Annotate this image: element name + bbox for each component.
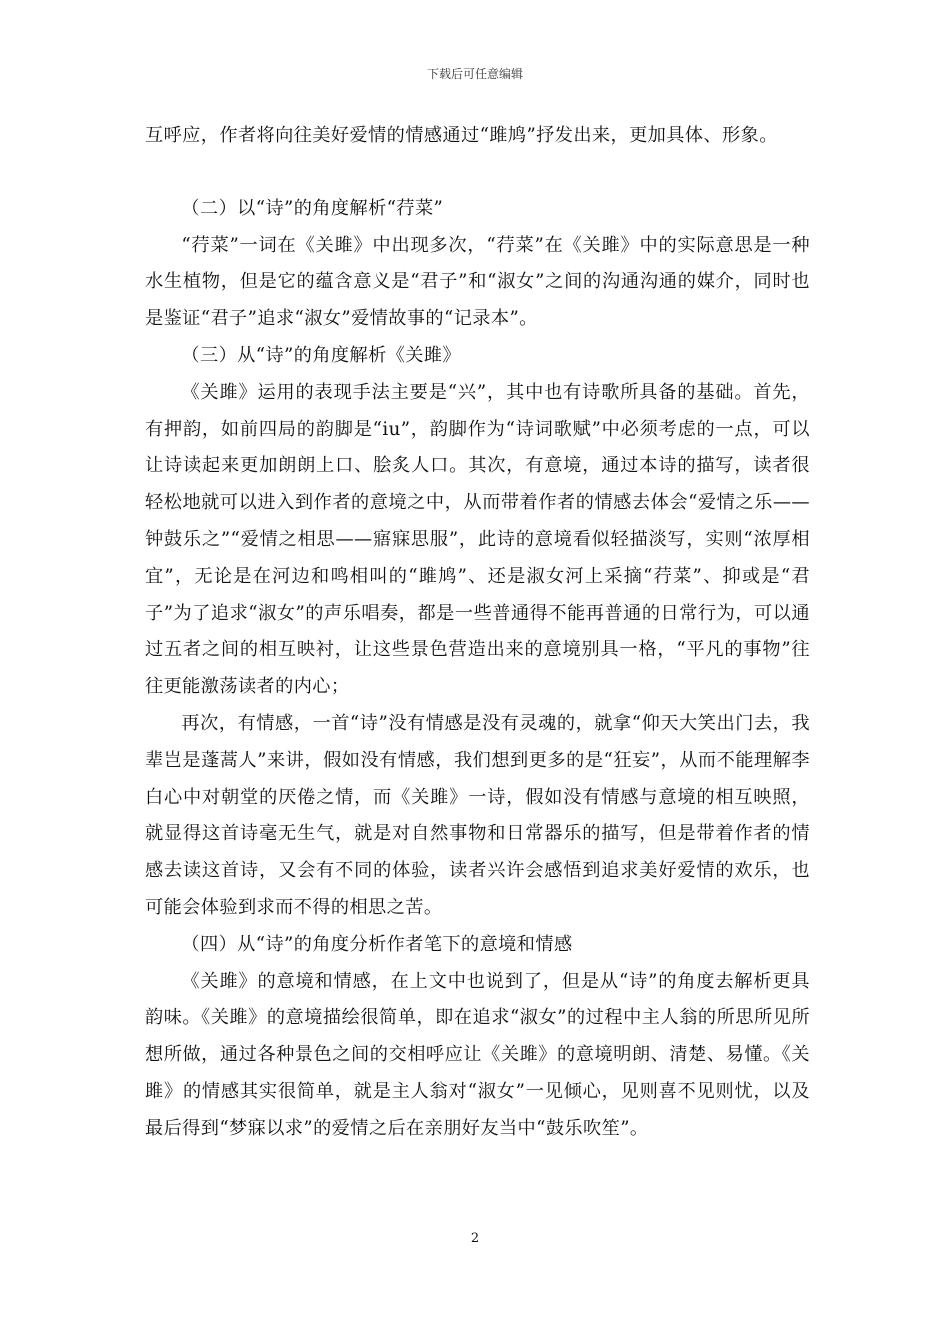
paragraph-emotion: 再次，有情感，一首“诗”没有情感是没有灵魂的，就拿“仰天大笑出门去，我辈岂是蓬蒿人”来讲，假如没有情感，我们想到更多的是“狂妄”，从而不能理解李白心中对朝堂的厌倦之情，而《关雎》一诗，假如没有情感与意境的相互映照，就显得这首诗毫无生气，就是对自然事物和日常器乐的描写，但是带着作者的情感去读这首诗，又会有不同的体验，读者兴许会感悟到追求美好爱情的欢乐，也可能会体验到求而不得的相思之苦。 xyxy=(145,712,810,918)
section-heading-2: （二）以“诗”的角度解析“荇菜” xyxy=(181,197,444,219)
page-header: 下载后可任意编辑 xyxy=(426,67,523,81)
page-number: 2 xyxy=(470,1231,480,1246)
paragraph-continuation: 互呼应，作者将向往美好爱情的情感通过“雎鸠”抒发出来，更加具体、形象。 xyxy=(145,125,778,146)
section-heading-4: （四）从“诗”的角度分析作者笔下的意境和情感 xyxy=(181,933,573,955)
paragraph-xingcai: “荇菜”一词在《关雎》中出现多次，“荇菜”在《关雎》中的实际意思是一种水生植物，但是它的蕴含意义是“君子”和“淑女”之间的沟通沟通的媒介，同时也是鉴证“君子”追求“淑女”爱情故事的“记录本”。 xyxy=(145,234,810,330)
section-heading-3: （三）从“诗”的角度解析《关雎》 xyxy=(181,344,462,366)
paragraph-techniques: 《关雎》运用的表现手法主要是“兴”，其中也有诗歌所具备的基础。首先，有押韵，如前四局的韵脚是“iu”，韵脚作为“诗词歌赋”中必须考虑的一点，可以让诗读起来更加朗朗上口、脍炙人口。其次，有意境，通过本诗的描写，读者很轻松地就可以进入到作者的意境之中，从而带着作者的情感去体会“爱情之乐——钟鼓乐之”“爱情之相思——寤寐思服”，此诗的意境看似轻描淡写，实则“浓厚相宜”，无论是在河边和鸣相叫的“雎鸠”、还是淑女河上采摘“荇菜”、抑或是“君子”为了追求“淑女”的声乐唱奏，都是一些普通得不能再普通的日常行为，可以通过五者之间的相互映衬，让这些景色营造出来的意境别具一格，“平凡的事物”往往更能激荡读者的内心； xyxy=(145,381,810,698)
document-body xyxy=(145,118,810,1148)
paragraph-gap xyxy=(145,155,810,191)
paragraph-mood-and-emotion: 《关雎》的意境和情感，在上文中也说到了，但是从“诗”的角度去解析更具韵味。《关雎》的意境描绘很简单，即在追求“淑女”的过程中主人翁的所思所见所想所做，通过各种景色之间的交相呼应让《关雎》的意境明朗、清楚、易懂。《关雎》的情感其实很简单，就是主人翁对“淑女”一见倾心，见则喜不见则忧，以及最后得到“梦寐以求”的爱情之后在亲朋好友当中“鼓乐吹笙”。 xyxy=(145,970,810,1139)
